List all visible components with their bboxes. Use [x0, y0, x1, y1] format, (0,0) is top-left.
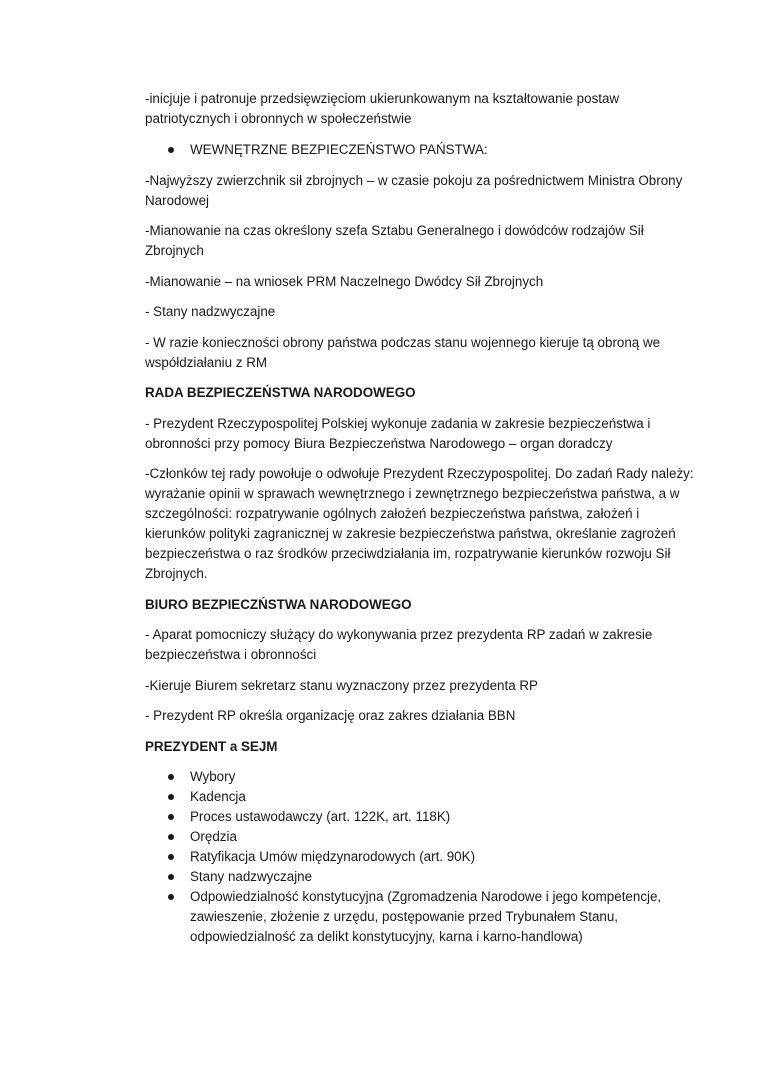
list-item: Proces ustawodawczy (art. 122K, art. 118K) — [145, 807, 700, 827]
paragraph-bbn-organization: - Prezydent RP określa organizację oraz zakres działania BBN — [145, 708, 516, 723]
list-item: Kadencja — [145, 787, 700, 807]
heading-rbn: RADA BEZPIECZEŃSTWA NARODOWEGO — [145, 385, 416, 400]
heading-bbn: BIURO BEZPIECZŃSTWA NARODOWEGO — [145, 596, 412, 612]
paragraph-bbn-apparatus: - Aparat pomocniczy służący do wykonywania przez prezydenta RP zadań w zakresie bezpieczeństwa i obronności — [145, 627, 653, 662]
paragraph-rbn-president: - Prezydent Rzeczypospolitej Polskiej wykonuje zadania w zakresie bezpieczeństwa i obronności przy pomocy Biura Bezpieczeństwa Narodowego – organ doradczy — [145, 415, 651, 451]
list-item: Odpowiedzialność konstytucyjna (Zgromadzenia Narodowe i jego kompetencje, zawieszenie, złożenie z urzędu, postępowanie przed Trybunałem Stanu, odpowiedzialność za delikt konstytucyjny, karna i karno-handlowa) — [145, 887, 700, 947]
list-item: Wybory — [145, 767, 700, 787]
internal-security-bullet-list — [145, 140, 700, 160]
paragraph-commander-in-chief: -Mianowanie – na wniosek PRM Naczelnego Dwódcy Sił Zbrojnych — [145, 273, 544, 289]
list-item: Ratyfikacja Umów międzynarodowych (art. 90K) — [145, 847, 700, 867]
paragraph-bbn-secretary: -Kieruje Biurem sekretarz stanu wyznaczony przez prezydenta RP — [145, 677, 538, 693]
heading-president-sejm: PREZYDENT a SEJM — [145, 738, 278, 754]
president-sejm-bullet-list — [145, 767, 700, 947]
paragraph-emergency-states: - Stany nadzwyczajne — [145, 304, 276, 319]
bullet-internal-security: WEWNĘTRZNE BEZPIECZEŃSTWO PAŃSTWA: — [145, 140, 700, 160]
paragraph-supreme-commander: -Najwyższy zwierzchnik sił zbrojnych – w czasie pokoju za pośrednictwem Ministra Obrony Narodowej — [145, 172, 683, 208]
paragraph-defense-leadership: - W razie konieczności obrony państwa podczas stanu wojennego kieruje tą obroną we współdziałaniu z RM — [145, 334, 661, 370]
list-item: Stany nadzwyczajne — [145, 867, 700, 887]
paragraph-rbn-members: -Członków tej rady powołuje o odwołuje Prezydent Rzeczypospolitej. Do zadań Rady należy: wyrażanie opinii w sprawach wewnętrznego i zewnętrznego bezpieczeństwa państwa, a w szczególności: rozpatrywanie ogólnych założeń bezpieczeństwa państwa, założeń i kierunków polityki zagranicznej w zakresie bezpieczeństwa państwa, określanie zagrożeń bezpieczeństwa o raz środków przeciwdziałania im, rozpatrywanie kierunków rozwoju Sił Zbrojnych. — [145, 466, 694, 581]
paragraph-chief-of-staff: -Mianowanie na czas określony szefa Sztabu Generalnego i dowódców rodzajów Sił Zbrojnych — [145, 223, 644, 258]
paragraph-patriotic: -inicjuje i patronuje przedsięwzięciom ukierunkowanym na kształtowanie postaw patriotycznych i obronnych w społeczeństwie — [145, 91, 620, 126]
list-item: Orędzia — [145, 827, 700, 847]
